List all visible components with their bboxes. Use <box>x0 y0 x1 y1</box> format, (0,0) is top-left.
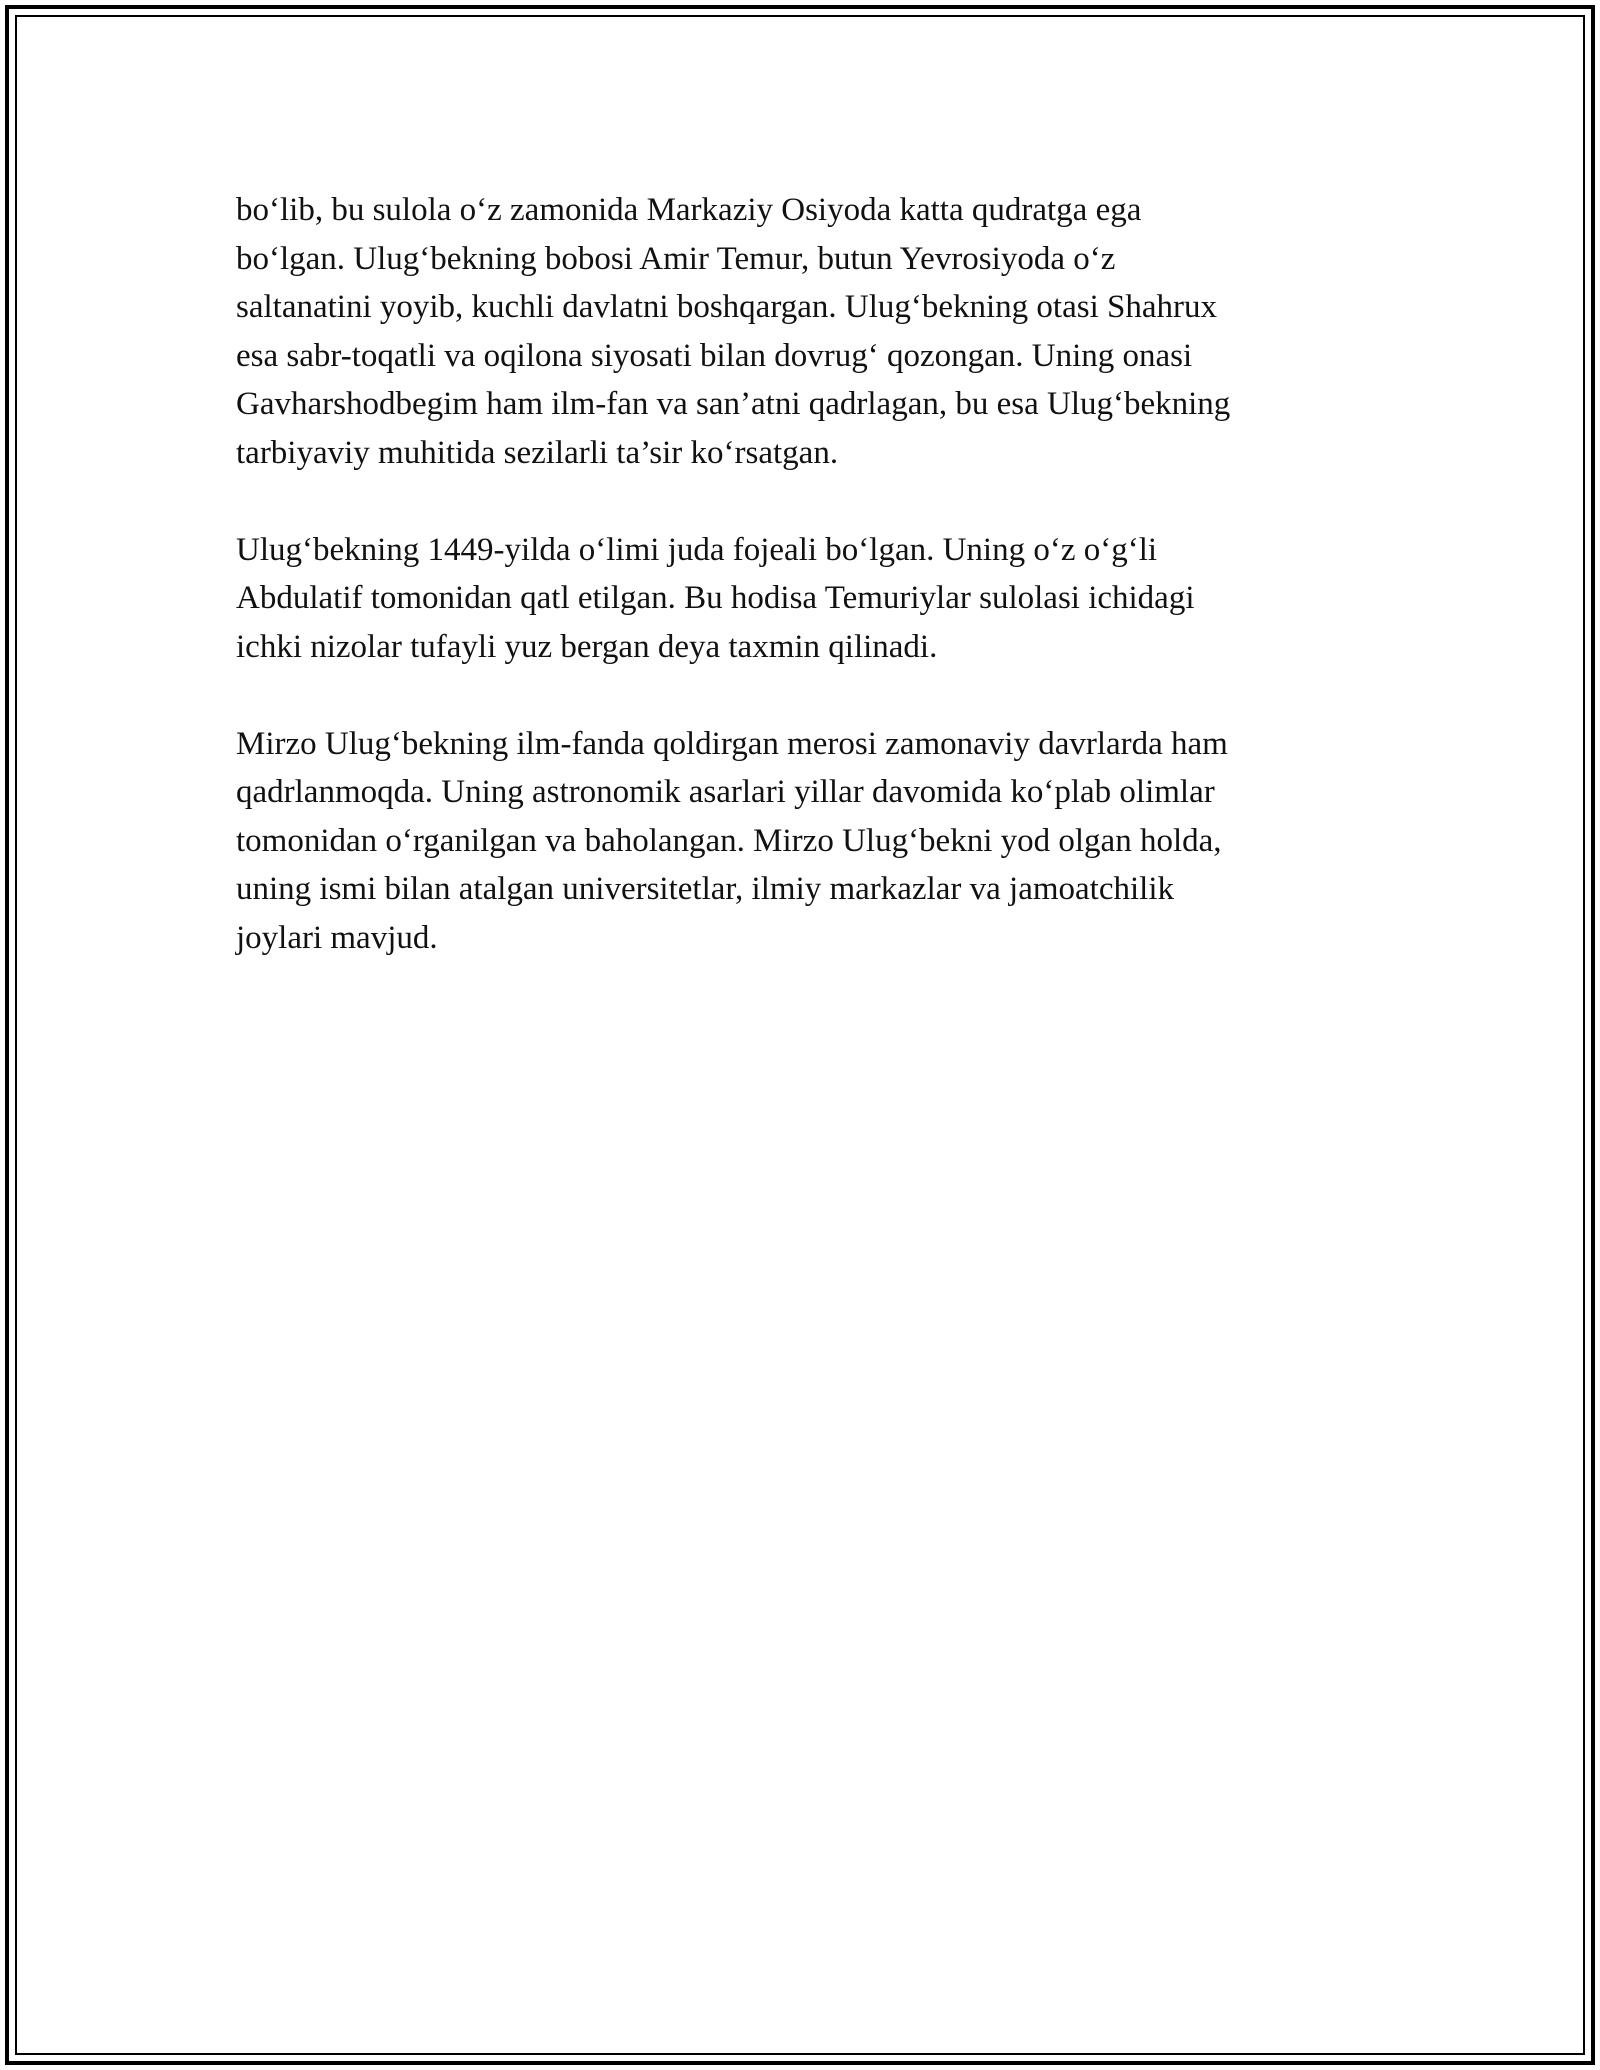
text-line: uning ismi bilan atalgan universitetlar, ilmiy markazlar va jamoatchilik <box>236 871 1174 907</box>
text-line: tarbiyaviy muhitida sezilarli ta’sir ko‘rsatgan. <box>236 434 839 471</box>
paragraph-1 <box>236 186 1366 477</box>
document-body <box>236 186 1366 1011</box>
text-line: bo‘lgan. Ulug‘bekning bobosi Amir Temur, butun Yevrosiyoda o‘z <box>236 240 1116 277</box>
text-line: bo‘lib, bu sulola o‘z zamonida Markaziy Osiyoda katta qudratga ega <box>236 192 1142 228</box>
text-line: saltanatini yoyib, kuchli davlatni boshqargan. Ulug‘bekning otasi Shahrux <box>236 289 1217 325</box>
text-line: Gavharshodbegim ham ilm-fan va san’atni qadrlagan, bu esa Ulug‘bekning <box>236 386 1231 422</box>
text-line: Mirzo Ulug‘bekning ilm-fanda qoldirgan merosi zamonaviy davrlarda ham <box>236 725 1228 762</box>
text-line: joylari mavjud. <box>236 919 438 956</box>
text-line: esa sabr-toqatli va oqilona siyosati bilan dovrug‘ qozongan. Uning onasi <box>236 337 1193 374</box>
text-line: ichki nizolar tufayli yuz bergan deya taxmin qilinadi. <box>236 628 938 665</box>
text-line: Ulug‘bekning 1449-yilda o‘limi juda fojeali bo‘lgan. Uning o‘z o‘g‘li <box>236 531 1158 568</box>
text-line: tomonidan o‘rganilgan va baholangan. Mirzo Ulug‘bekni yod olgan holda, <box>236 822 1222 859</box>
text-line: Abdulatif tomonidan qatl etilgan. Bu hodisa Temuriylar sulolasi ichidagi <box>236 580 1195 616</box>
text-line: qadrlanmoqda. Uning astronomik asarlari yillar davomida ko‘plab olimlar <box>236 774 1215 810</box>
paragraph-2 <box>236 526 1366 672</box>
paragraph-3 <box>236 720 1366 963</box>
